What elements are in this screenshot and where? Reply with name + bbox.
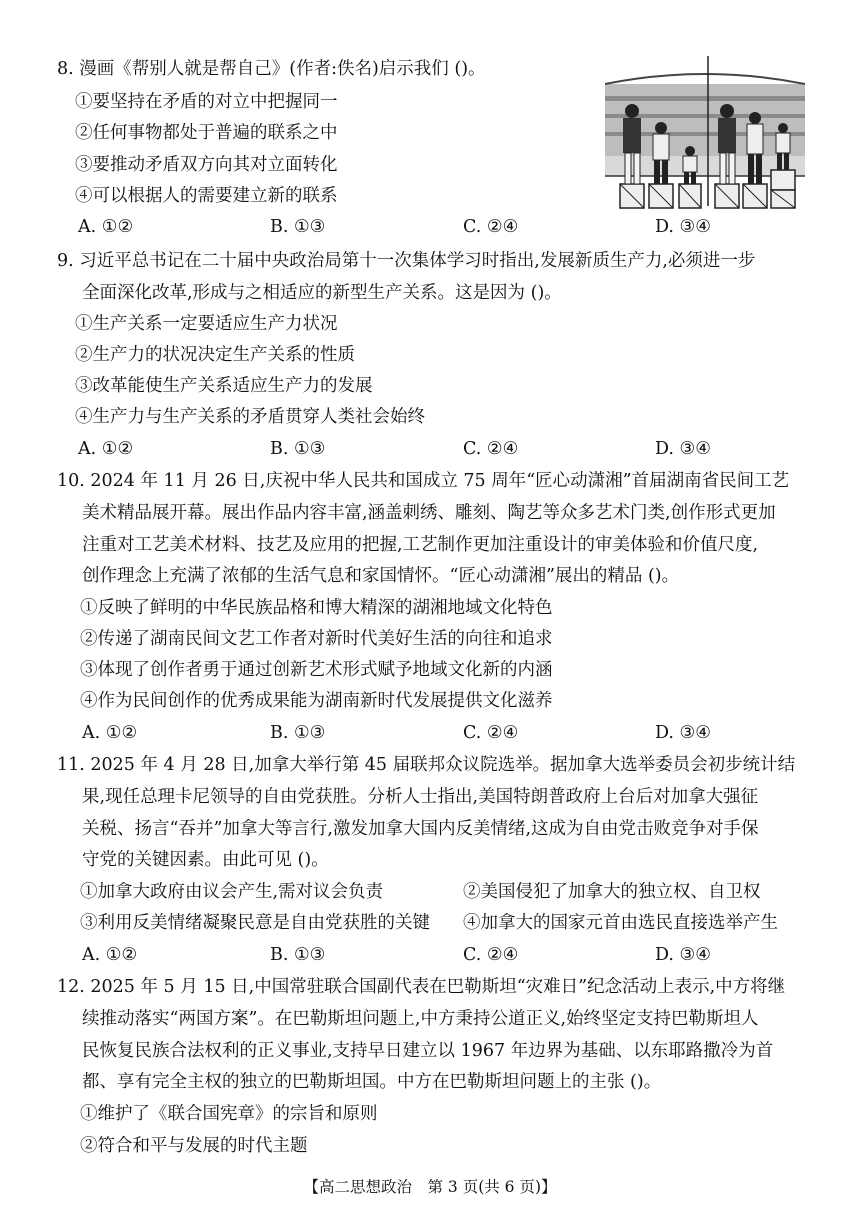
q11-stem-line-4: 守党的关键因素。由此可见 ()。 bbox=[82, 850, 329, 870]
q8-option-d: D. ③④ bbox=[655, 217, 711, 237]
q8-item-1: ①要坚持在矛盾的对立中把握同一 bbox=[75, 92, 338, 112]
q12-stem-line-4: 都、享有完全主权的独立的巴勒斯坦国。中方在巴勒斯坦问题上的主张 ()。 bbox=[82, 1072, 662, 1092]
q12-item-2: ②符合和平与发展的时代主题 bbox=[80, 1136, 308, 1156]
q10-item-4: ④作为民间创作的优秀成果能为湖南新时代发展提供文化滋养 bbox=[80, 691, 553, 711]
q10-option-d: D. ③④ bbox=[655, 723, 711, 743]
q11-stem-line-1: 11. 2025 年 4 月 28 日,加拿大举行第 45 届联邦众议院选举。据加拿大选举委员会初步统计结 bbox=[57, 755, 796, 775]
q11-item-1: ①加拿大政府由议会产生,需对议会负责 bbox=[80, 882, 384, 902]
q12-item-1: ①维护了《联合国宪章》的宗旨和原则 bbox=[80, 1104, 378, 1124]
q10-stem-line-1: 10. 2024 年 11 月 26 日,庆祝中华人民共和国成立 75 周年“匠心动潇湘”首届湖南省民间工艺 bbox=[57, 471, 790, 491]
q9-stem-line-2: 全面深化改革,形成与之相适应的新型生产关系。这是因为 ()。 bbox=[82, 283, 562, 303]
q12-stem-line-2: 续推动落实“两国方案”。在巴勒斯坦问题上,中方秉持公道正义,始终坚定支持巴勒斯坦人 bbox=[82, 1009, 759, 1029]
q10-stem-line-2: 美术精品展开幕。展出作品内容丰富,涵盖刺绣、雕刻、陶艺等众多艺术门类,创作形式更加 bbox=[82, 503, 776, 523]
q9-option-d: D. ③④ bbox=[655, 439, 711, 459]
q10-option-c: C. ②④ bbox=[463, 723, 519, 743]
q10-item-1: ①反映了鲜明的中华民族品格和博大精深的湖湘地域文化特色 bbox=[80, 598, 553, 618]
q12-stem-line-3: 民恢复民族合法权利的正义事业,支持早日建立以 1967 年边界为基础、以东耶路撒冷为首 bbox=[82, 1041, 774, 1061]
q9-option-a: A. ①② bbox=[78, 439, 134, 459]
q9-item-2: ②生产力的状况决定生产关系的性质 bbox=[75, 345, 355, 365]
q8-stem: 8. 漫画《帮别人就是帮自己》(作者:佚名)启示我们 ()。 bbox=[57, 59, 486, 79]
q9-item-3: ③改革能使生产关系适应生产力的发展 bbox=[75, 376, 373, 396]
q8-option-c: C. ②④ bbox=[463, 217, 519, 237]
q8-option-a: A. ①② bbox=[78, 217, 134, 237]
cartoon-illustration bbox=[605, 56, 805, 211]
q11-option-b: B. ①③ bbox=[270, 945, 326, 965]
q9-option-b: B. ①③ bbox=[270, 439, 326, 459]
q11-stem-line-2: 果,现任总理卡尼领导的自由党获胜。分析人士指出,美国特朗普政府上台后对加拿大强征 bbox=[82, 787, 759, 807]
q11-item-2: ②美国侵犯了加拿大的独立权、自卫权 bbox=[463, 882, 761, 902]
q8-item-4: ④可以根据人的需要建立新的联系 bbox=[75, 186, 338, 206]
q10-stem-line-4: 创作理念上充满了浓郁的生活气息和家国情怀。“匠心动潇湘”展出的精品 ()。 bbox=[82, 566, 680, 586]
q8-option-b: B. ①③ bbox=[270, 217, 326, 237]
q9-item-1: ①生产关系一定要适应生产力状况 bbox=[75, 314, 338, 334]
q11-item-4: ④加拿大的国家元首由选民直接选举产生 bbox=[463, 913, 778, 933]
q9-option-c: C. ②④ bbox=[463, 439, 519, 459]
q11-option-a: A. ①② bbox=[82, 945, 138, 965]
q10-option-b: B. ①③ bbox=[270, 723, 326, 743]
q10-option-a: A. ①② bbox=[82, 723, 138, 743]
q10-item-2: ②传递了湖南民间文艺工作者对新时代美好生活的向往和追求 bbox=[80, 629, 553, 649]
q11-stem-line-3: 关税、扬言“吞并”加拿大等言行,激发加拿大国内反美情绪,这成为自由党击败竞争对手保 bbox=[82, 819, 759, 839]
q10-item-3: ③体现了创作者勇于通过创新艺术形式赋予地域文化新的内涵 bbox=[80, 660, 553, 680]
q11-item-3: ③利用反美情绪凝聚民意是自由党获胜的关键 bbox=[80, 913, 430, 933]
q9-item-4: ④生产力与生产关系的矛盾贯穿人类社会始终 bbox=[75, 407, 425, 427]
q8-item-3: ③要推动矛盾双方向其对立面转化 bbox=[75, 155, 338, 175]
q10-stem-line-3: 注重对工艺美术材料、技艺及应用的把握,工艺制作更加注重设计的审美体验和价值尺度, bbox=[82, 535, 759, 555]
q9-stem-line-1: 9. 习近平总书记在二十届中央政治局第十一次集体学习时指出,发展新质生产力,必须进一步 bbox=[57, 251, 756, 271]
q11-option-c: C. ②④ bbox=[463, 945, 519, 965]
q8-item-2: ②任何事物都处于普遍的联系之中 bbox=[75, 123, 338, 143]
q12-stem-line-1: 12. 2025 年 5 月 15 日,中国常驻联合国副代表在巴勒斯坦“灾难日”纪念活动上表示,中方将继 bbox=[57, 977, 786, 997]
q11-option-d: D. ③④ bbox=[655, 945, 711, 965]
page-footer: 【高二思想政治 第 3 页(共 6 页)】 bbox=[303, 1178, 557, 1196]
